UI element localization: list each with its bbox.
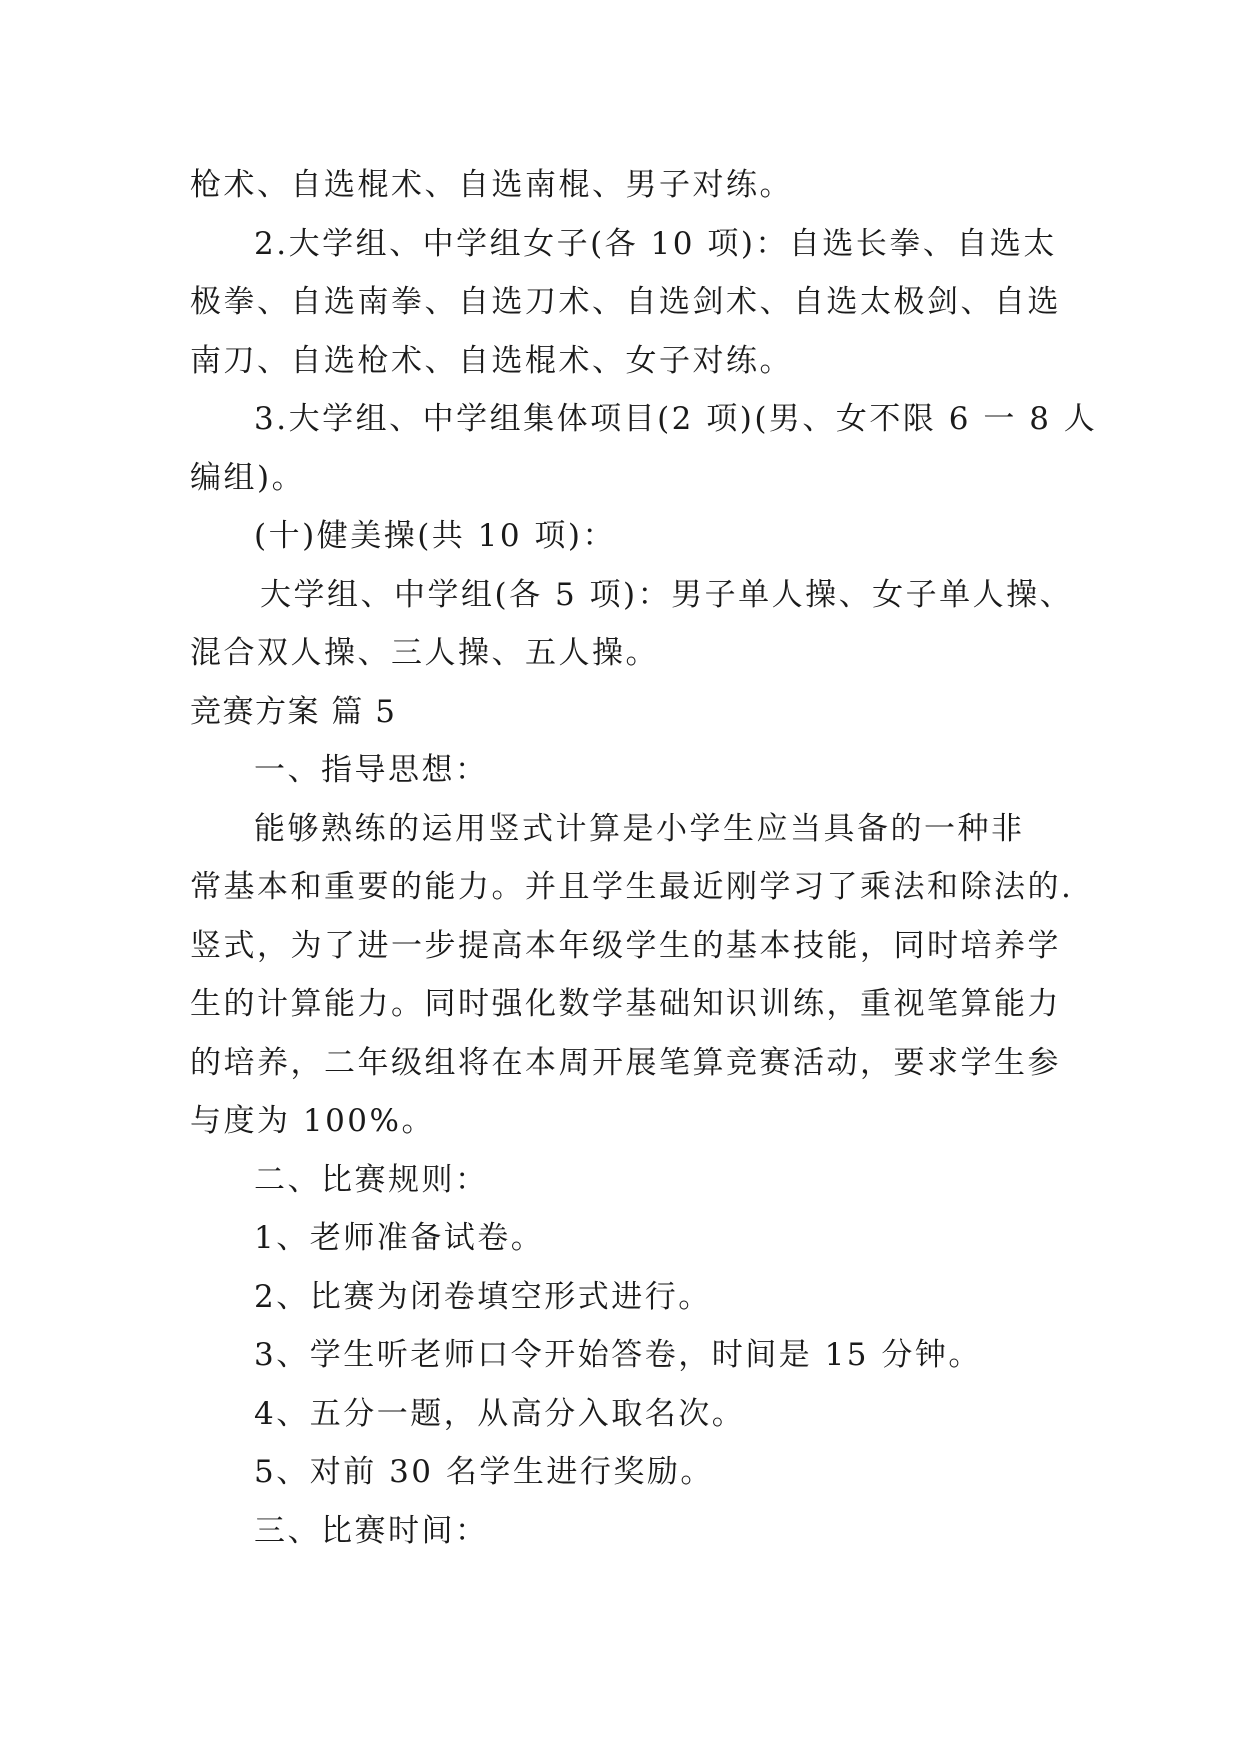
- text-line: 与度为 100%。: [190, 1103, 435, 1139]
- document-body: [190, 156, 1098, 1560]
- text-line: 生的计算能力。同时强化数学基础知识训练，重视笔算能力: [190, 986, 1061, 1022]
- text-line: 极拳、自选南拳、自选刀术、自选剑术、自选太极剑、自选: [190, 284, 1061, 320]
- list-item-2: 2.大学组、中学组女子(各 10 项)：自选长拳、自选太: [254, 225, 1057, 262]
- section-heading-time: 三、比赛时间：: [254, 1512, 489, 1549]
- paragraph-guiding-ideology: 能够熟练的运用竖式计算是小学生应当具备的一种非: [254, 810, 1025, 847]
- section-heading-rules: 二、比赛规则：: [254, 1161, 489, 1198]
- section-heading-aerobics: (十)健美操(共 10 项)：: [254, 518, 617, 554]
- rule-item: 3、学生听老师口令开始答卷，时间是 15 分钟。: [254, 1337, 982, 1373]
- text-line: 编组)。: [190, 459, 306, 496]
- rule-item: 2、比赛为闭卷填空形式进行。: [254, 1278, 712, 1315]
- text-line: 的培养，二年级组将在本周开展笔算竞赛活动，要求学生参: [190, 1044, 1061, 1081]
- section-heading-guiding-ideology: 一、指导思想：: [254, 752, 489, 788]
- article-heading: 竞赛方案 篇 5: [190, 693, 397, 730]
- text-line: 混合双人操、三人操、五人操。: [190, 635, 659, 671]
- paragraph-aerobics: 大学组、中学组(各 5 项)：男子单人操、女子单人操、: [260, 576, 1074, 613]
- text-line: 枪术、自选棍术、自选南棍、男子对练。: [190, 167, 793, 203]
- rule-item: 4、五分一题，从高分入取名次。: [254, 1395, 746, 1432]
- text-line: 南刀、自选枪术、自选棍术、女子对练。: [190, 342, 793, 379]
- text-line: 竖式，为了进一步提高本年级学生的基本技能，同时培养学: [190, 927, 1061, 964]
- list-item-3: 3.大学组、中学组集体项目(2 项)(男、女不限 6 一 8 人: [254, 401, 1098, 437]
- rule-item: 1、老师准备试卷。: [254, 1220, 545, 1256]
- rule-item: 5、对前 30 名学生进行奖励。: [254, 1454, 714, 1490]
- text-line: 常基本和重要的能力。并且学生最近刚学习了乘法和除法的.: [190, 869, 1074, 905]
